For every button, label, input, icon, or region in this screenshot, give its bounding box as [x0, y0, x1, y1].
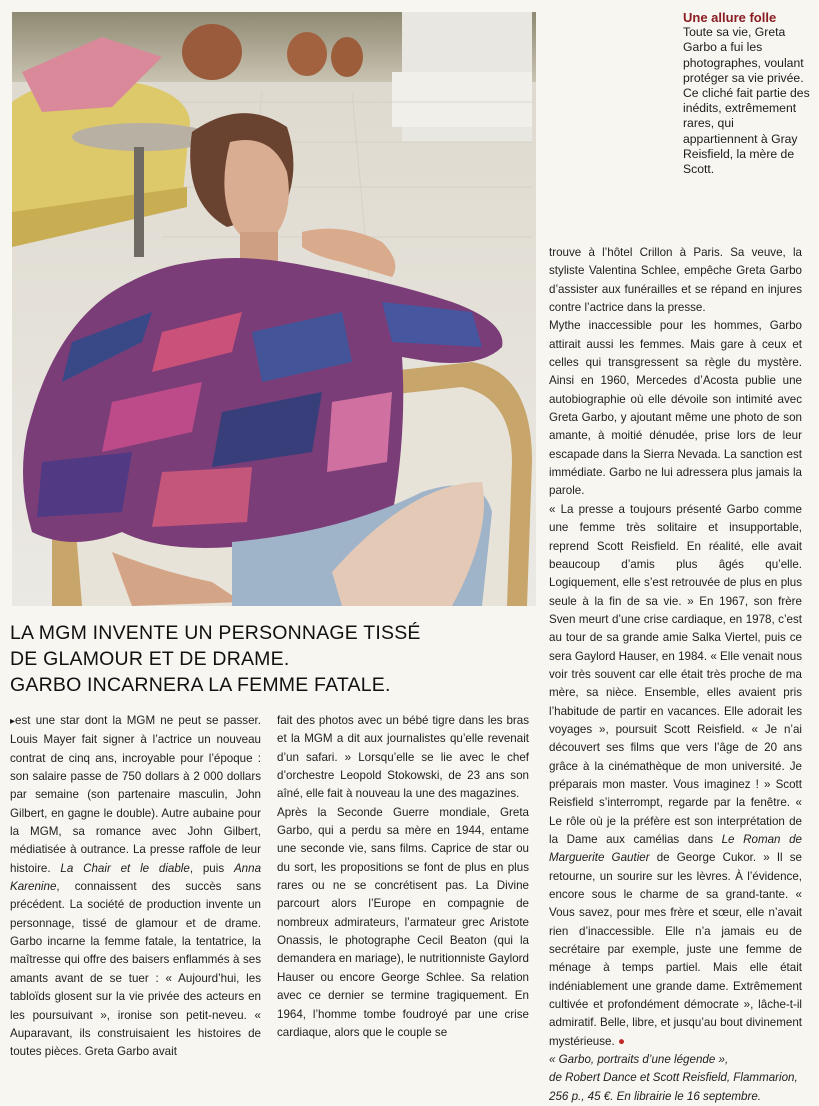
col3-paragraph-3a: « La presse a toujours présenté Garbo comme une femme très solitaire et insupportable, reprend Scott Reisfield. En réalité, elle avait beaucoup d’amis plus âgés qu’elle. Logiquement, elle s’est retrouvée de plus en plus seule à la fin de sa vie. » En 1967, son frère Sven meurt d’une crise cardiaque, en 1978, c’est au tour de sa grande amie Salka Viertel, puis ce sera Gaylord Hauser, en 1984. « Elle venait nous voir très souvent car elle était très proche de ma mère, sa nièce. Ensemble, elles avaient pris l’habitude de partir en vacances. Elle adorait les voyages », poursuit Scott Reisfield. « Je n’ai découvert ses films que vers l’âge de 20 ans grâce à la cinémathèque de mon université. Je préparais mon master. Vous imaginez ! » Scott Reisfield s’interrompt, regarde par la fenêtre. « Le rôle où je la préfère est son interprétation de la Dame aux camélias dans [549, 502, 802, 846]
headline-line-1: LA MGM INVENTE UN PERSONNAGE TISSÉ [10, 622, 421, 644]
caption-body: Toute sa vie, Greta Garbo a fui les photographes, voulant protéger sa vie privée. Ce cliché fait partie des inédits, extrêmement rares, qui appartiennent à Gray Reisfield, la mère de Scott. [683, 25, 810, 177]
article-column-2 [277, 712, 529, 1042]
continuation-arrow-icon: ▸ [10, 716, 16, 727]
headline-line-3: GARBO INCARNERA LA FEMME FATALE. [10, 674, 391, 696]
col3-paragraph-2: Mythe inaccessible pour les hommes, Garbo attirait aussi les femmes. Mais gare à ceux et celles qui transgressent sa règle du mystère. Ainsi en 1960, Mercedes d’Acosta publie une autobiographie où elle dévoile son intimité avec Greta Garbo, y ajoutant même une photo de son amante, à moitié dénudée, prise lors de leur escapade dans la Sierra Nevada. La sanction est immédiate. Garbo ne lui adressera plus jamais la parole. [549, 319, 802, 498]
book-reference-title: « Garbo, portraits d’une légende », [549, 1053, 729, 1067]
headline-line-2: DE GLAMOUR ET DE DRAME. [10, 648, 290, 670]
end-bullet-icon: ● [617, 1034, 625, 1048]
photo-greta-garbo [12, 12, 536, 606]
book-reference-authors: de Robert Dance et Scott Reisfield, Flammarion, [549, 1071, 798, 1085]
film-title-marguerite: Le Roman de Marguerite Gautier [549, 833, 803, 865]
article-column-3 [549, 244, 802, 1106]
film-title-anna: Anna Karenine [10, 861, 262, 894]
col3-paragraph-1: trouve à l’hôtel Crillon à Paris. Sa veuve, la styliste Valentina Schlee, empêche Greta Garbo d’assister aux funérailles et se répand en injures contre l’actrice dans la presse. [549, 246, 802, 315]
photo-caption [683, 10, 811, 177]
col1-text-a: est une star dont la MGM ne peut se passer. Louis Mayer fait signer à l’actrice un nouveau contrat de cinq ans, incroyable pour l’époque : son salaire passe de 750 dollars à 2 000 dollars par semaine (son partenaire masculin, John Gilbert, en gagne le double). Autre aubaine pour la MGM, sa romance avec John Gilbert, médiatisée à outrance. La presse raffole de leur histoire. [10, 714, 261, 875]
caption-title: Une allure folle [683, 10, 777, 25]
book-reference-details: 256 p., 45 €. En librairie le 16 septembre. [549, 1089, 762, 1103]
col1-text-b: , puis [189, 861, 234, 875]
col2-paragraph-1: fait des photos avec un bébé tigre dans les bras et la MGM a dit aux journalistes qu’elle revenait d’un safari. » Lorsqu’elle se lie avec le chef d’orchestre Leopold Stokowski, de 23 ans son aîné, elle fait à nouveau la une des magazines. [277, 714, 529, 801]
film-title-chair: La Chair et le diable [60, 861, 190, 875]
col1-text-c: , connaissent des succès sans précédent. La société de production invente un personnage, tissé de glamour et de drame. Garbo incarne la femme fatale, la tentatrice, la maîtresse qui offre des baisers enflammés à ses amants avant de se tuer : « Aujourd’hui, les tabloïds glosent sur la vie privée des acteurs en les poursuivant », ironise son petit-neveu. « Auparavant, ils construisaient les histoires de toutes pièces. Greta Garbo avait [10, 880, 261, 1059]
pull-quote-headline [10, 620, 450, 698]
col2-paragraph-2: Après la Seconde Guerre mondiale, Greta Garbo, qui a perdu sa mère en 1944, entame une seconde vie, sans films. Caprice de star ou du sort, les propositions se font de plus en plus rares ou ne se concrétisent pas. La Divine parcourt alors l’Europe en compagnie de nombreux admirateurs, l’armateur grec Aristote Onassis, le photographe Cecil Beaton (qui la demandera en mariage), le nutritionniste Gaylord Hauser ou encore George Schlee. Sa relation avec ce dernier se termine tragiquement. En 1964, l’homme tombe foudroyé par une crise cardiaque, alors que le couple se [277, 805, 529, 1039]
col3-paragraph-3b: de George Cukor. » Il se retourne, un sourire sur les lèvres. À l’évidence, encore sous le charme de sa grand-tante. « Vous savez, pour mes frère et sœur, elle n’avait rien d’inaccessible. Elle n’a jamais eu de secrétaire par exemple, juste une femme de ménage à temps partiel. Mais elle était indéniablement une grande dame. Extrêmement cultivée et profondément démocrate », lâche-t-il admiratif. Belle, libre, et jusqu’au bout divinement mystérieuse. [549, 851, 802, 1048]
article-column-1 [10, 712, 261, 1062]
